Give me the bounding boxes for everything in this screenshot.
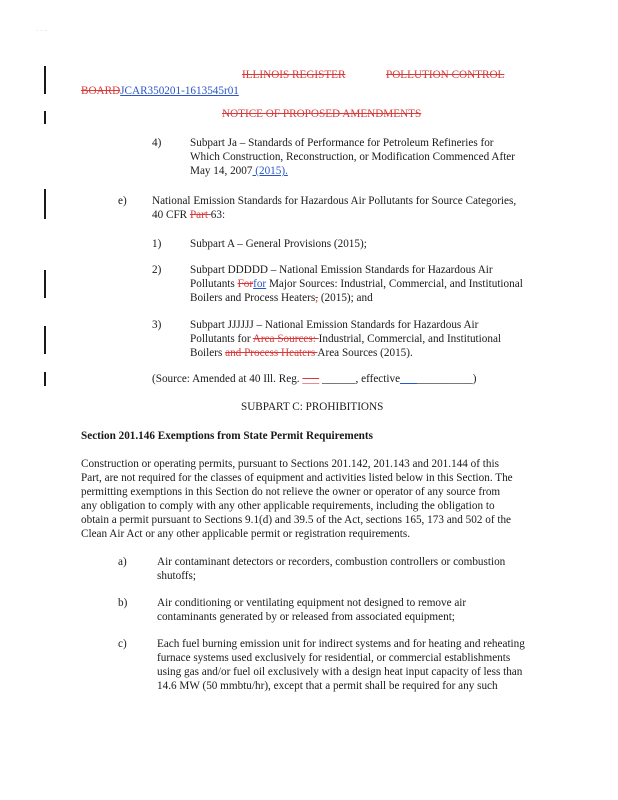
exemption-label: b)	[118, 597, 128, 609]
change-bar	[44, 111, 46, 124]
subitem-number: 1)	[152, 238, 162, 250]
exemption-label: c)	[118, 638, 127, 650]
jcar-code: JCAR350201-1613545r01	[120, 85, 239, 97]
inserted-text: for	[253, 278, 267, 290]
subitem-text-segment: Boilers and Process Heaters	[190, 292, 316, 304]
item-text-line	[152, 208, 225, 222]
deleted-text: Area Sources:	[252, 333, 319, 345]
board-title-part2: BOARD	[81, 85, 121, 97]
exemption-line: Air conditioning or ventilating equipment not designed to remove air	[157, 597, 467, 609]
item-text-segment: 63:	[210, 209, 226, 221]
item-text-segment: 40 CFR	[152, 209, 190, 221]
deleted-text: For	[237, 278, 254, 290]
paragraph-line: permitting exemptions in this Section do not relieve the owner or operator of any source from	[81, 486, 501, 498]
exemption-line: Each fuel burning emission unit for indirect systems and for heating and reheating	[157, 638, 525, 650]
deleted-text: ,	[315, 292, 319, 304]
source-text: (Source: Amended at 40 Ill. Reg.	[152, 373, 303, 385]
exemption-line: furnace systems used exclusively for residential, or commercial establishments	[157, 652, 511, 664]
subitem-text-line: Subpart DDDDD – National Emission Standards for Hazardous Air	[190, 264, 493, 276]
source-note	[152, 372, 477, 386]
exemption-line: contaminants generated by or released from associated equipment;	[157, 611, 455, 623]
subitem-text-segment: (2015); and	[318, 292, 373, 304]
subitem-number: 3)	[152, 319, 162, 331]
deleted-text: and Process Heaters	[225, 347, 318, 359]
subitem-text-line	[190, 291, 373, 305]
subitem-text-line	[190, 277, 523, 291]
subitem-text-segment: Pollutants for	[190, 333, 253, 345]
paragraph-line: any obligation to comply with any other applicable requirements, including the obligation to	[81, 500, 495, 512]
subitem-text-line	[190, 346, 413, 360]
subitem-text-line	[190, 332, 501, 346]
subitem-text-segment: Boilers	[190, 347, 226, 359]
paragraph-line: Construction or operating permits, pursuant to Sections 201.142, 201.143 and 201.144 of this	[81, 458, 499, 470]
item-label: e)	[118, 195, 127, 207]
board-title-part1: POLLUTION CONTROL	[386, 69, 505, 81]
change-bar	[44, 326, 46, 354]
item-text-segment: May 14, 2007	[190, 165, 253, 177]
paragraph-line: Clean Air Act or any other applicable permit or registration requirements.	[81, 528, 410, 540]
inserted-text: ___	[400, 373, 417, 385]
paragraph-line: Part, are not required for the classes of equipment and activities listed below in this Section. The	[81, 472, 513, 484]
exemption-line: Air contaminant detectors or recorders, combustion controllers or combustion	[157, 556, 506, 568]
exemption-line: shutoffs;	[157, 570, 196, 582]
item-text-line	[190, 164, 288, 178]
change-bar	[44, 372, 46, 386]
change-bar	[44, 270, 46, 298]
exemption-line: using gas and/or fuel oil exclusively with a design heat input capacity of less than	[157, 666, 523, 678]
change-bar	[44, 189, 46, 219]
register-title: ILLINOIS REGISTER	[242, 69, 346, 81]
change-bar	[44, 66, 46, 94]
subitem-text-segment: Pollutants	[190, 278, 238, 290]
board-jcar-line	[81, 84, 239, 98]
item-text-line: National Emission Standards for Hazardous Air Pollutants for Source Categories,	[152, 195, 517, 207]
paragraph-line: obtain a permit pursuant to Sections 9.1(d) and 39.5 of the Act, sections 165, 173 and 502 of the	[81, 514, 512, 526]
source-text: ______, effective	[319, 373, 401, 385]
subitem-text-line: Subpart JJJJJJ – National Emission Standards for Hazardous Air	[190, 319, 479, 331]
subitem-text-segment: Area Sources (2015).	[317, 347, 413, 359]
deleted-text: Part	[189, 209, 211, 221]
item-text-line: Subpart Ja – Standards of Performance for Petroleum Refineries for	[190, 137, 494, 149]
subitem-text: Subpart A – General Provisions (2015);	[190, 238, 367, 250]
section-heading: Section 201.146 Exemptions from State Permit Requirements	[81, 430, 373, 442]
notice-title: NOTICE OF PROPOSED AMENDMENTS	[222, 108, 422, 120]
item-number: 4)	[152, 137, 162, 149]
deleted-text: ___	[302, 373, 320, 385]
inserted-text: (2015).	[252, 165, 288, 177]
subitem-number: 2)	[152, 264, 162, 276]
corner-mark: · · ·	[36, 27, 48, 35]
subitem-text-segment: Industrial, Commercial, and Institutional	[318, 333, 502, 345]
exemption-line: 14.6 MW (50 mmbtu/hr), except that a permit shall be required for any such	[157, 680, 498, 692]
subitem-text-segment: Major Sources: Industrial, Commercial, and Institutional	[266, 278, 523, 290]
subpart-heading: SUBPART C: PROHIBITIONS	[241, 401, 384, 413]
exemption-label: a)	[118, 556, 127, 568]
item-text-line: Which Construction, Reconstruction, or Modification Commenced After	[190, 151, 515, 163]
source-text: __________)	[416, 373, 477, 385]
